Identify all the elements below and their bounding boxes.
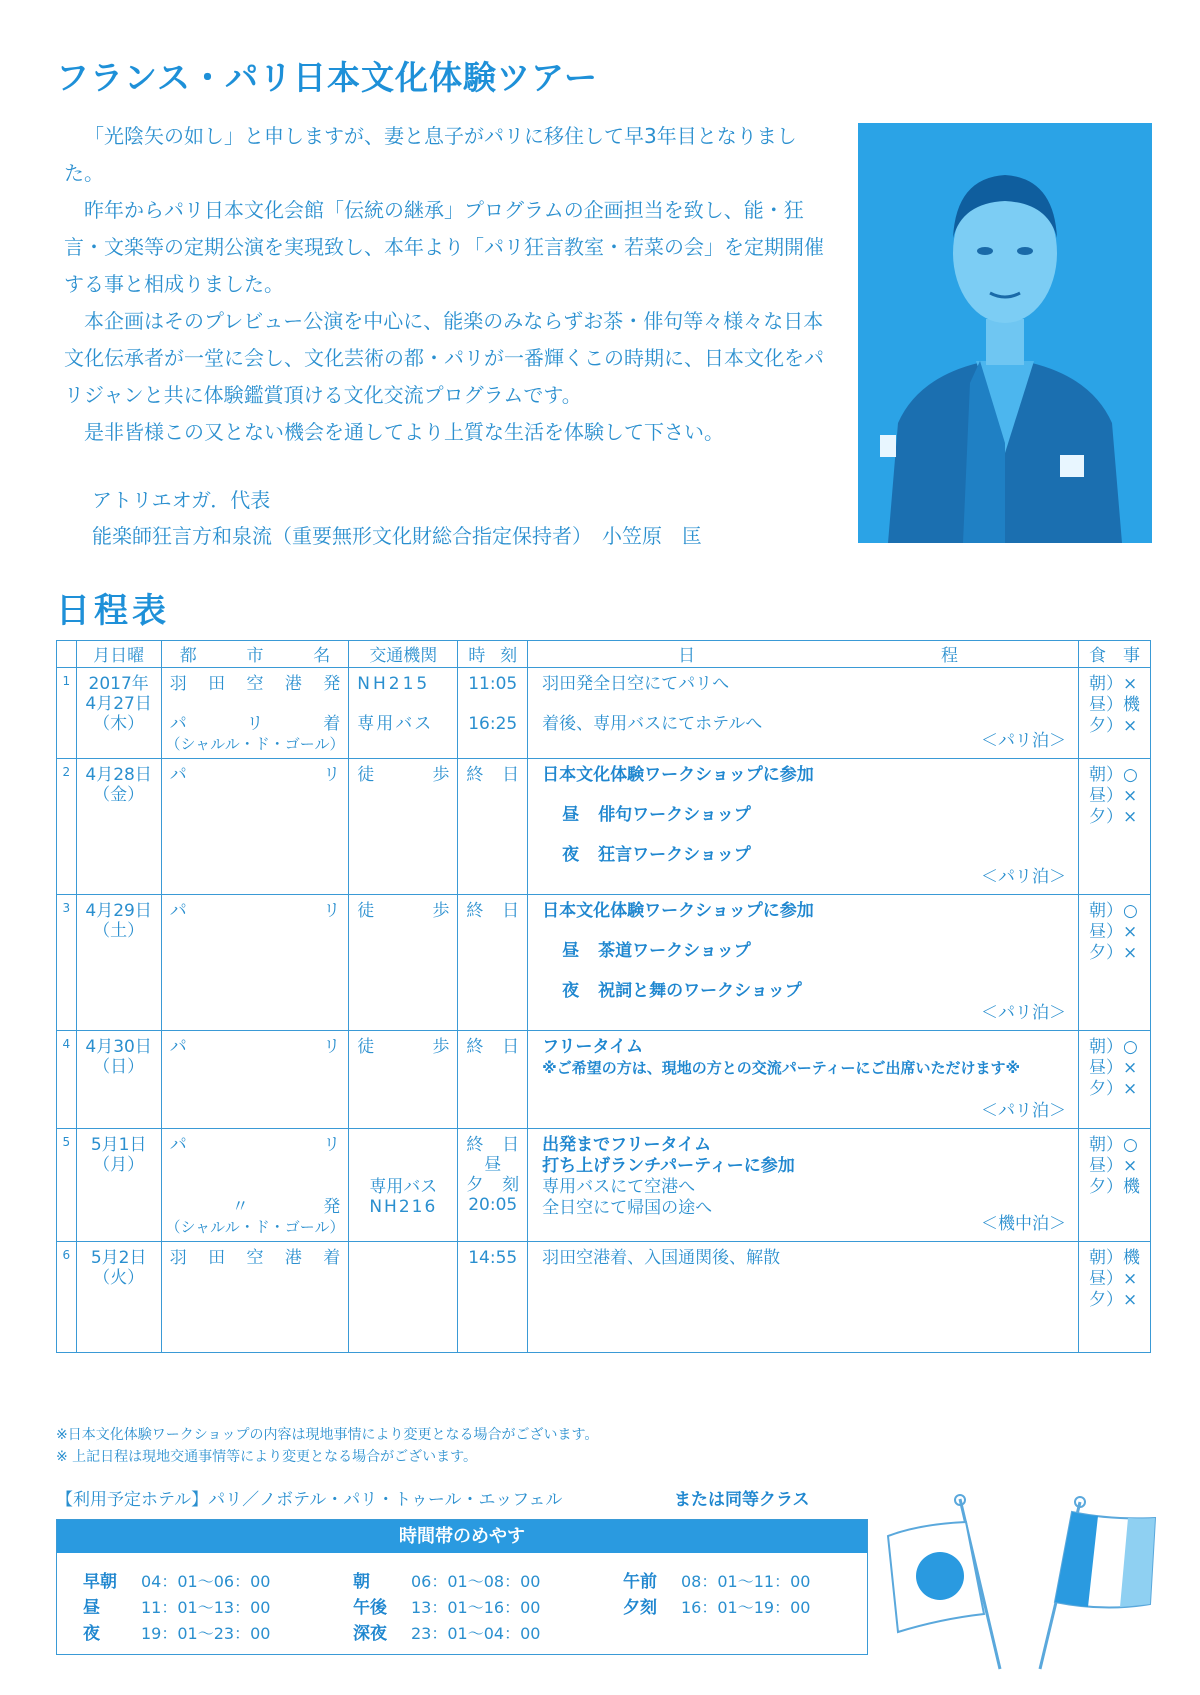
row-meal: 朝）○ 昼）× 夕）× bbox=[1078, 759, 1150, 895]
row-date: 2017年 4月27日 （木） bbox=[76, 668, 161, 759]
row-transport: NH215 専用バス bbox=[349, 668, 458, 759]
row-time: 終 日 bbox=[458, 895, 528, 1031]
time-item: 朝 06：01〜08：00 bbox=[353, 1572, 541, 1592]
table-header-row bbox=[57, 641, 1151, 668]
row-date: 5月2日 （火） bbox=[76, 1242, 161, 1353]
row-meal: 朝）機 昼）× 夕）× bbox=[1078, 1242, 1150, 1353]
row-date: 5月1日 （月） bbox=[76, 1129, 161, 1242]
time-item: 午前 08：01〜11：00 bbox=[623, 1572, 811, 1592]
row-schedule: 日本文化体験ワークショップに参加 昼 俳句ワークショップ 夜 狂言ワークショップ ＜パリ泊＞ bbox=[528, 759, 1079, 895]
stay-label: ＜機中泊＞ bbox=[980, 1214, 1066, 1234]
time-item: 夕刻 16：01〜19：00 bbox=[623, 1598, 811, 1618]
table-row bbox=[57, 1129, 1151, 1242]
time-guide bbox=[56, 1519, 868, 1655]
hotel-name: パリ／ノボテル・パリ・トゥール・エッフェル bbox=[208, 1490, 563, 1510]
stay-label: ＜パリ泊＞ bbox=[980, 731, 1066, 751]
header-time: 時 刻 bbox=[458, 641, 528, 668]
row-number: 4 bbox=[57, 1031, 77, 1129]
stay-label: ＜パリ泊＞ bbox=[980, 867, 1066, 887]
note: ※ 上記日程は現地交通事情等により変更となる場合がございます。 bbox=[56, 1449, 478, 1465]
row-schedule: フリータイム ※ご希望の方は、現地の方との交流パーティーにご出席いただけます※ ＜パリ泊＞ bbox=[528, 1031, 1079, 1129]
intro-paragraph: 本企画はそのプレビュー公演を中心に、能楽のみならずお茶・俳句等々様々な日本文化伝承者が一堂に会し、文化芸術の都・パリが一番輝くこの時期に、日本文化をパリジャンと共に体験鑑賞頂ける文化交流プログラムです。 bbox=[64, 309, 824, 407]
table-row bbox=[57, 759, 1151, 895]
row-date: 4月28日 （金） bbox=[76, 759, 161, 895]
time-item: 夜 19：01〜23：00 bbox=[83, 1624, 271, 1644]
portrait-illustration bbox=[858, 123, 1152, 543]
row-number: 2 bbox=[57, 759, 77, 895]
header-num bbox=[57, 641, 77, 668]
row-schedule: 羽田空港着、入国通関後、解散 bbox=[528, 1242, 1079, 1353]
row-schedule: 日本文化体験ワークショップに参加 昼 茶道ワークショップ 夜 祝詞と舞のワークショップ ＜パリ泊＞ bbox=[528, 895, 1079, 1031]
intro-paragraph: 是非皆様この又とない機会を通してより上質な生活を体験して下さい。 bbox=[84, 420, 724, 444]
row-city: パ リ 〃 発 （シャルル・ド・ゴール） bbox=[161, 1129, 349, 1242]
signature-name: 能楽師狂言方和泉流（重要無形文化財総合指定保持者） 小笠原 匡 bbox=[92, 524, 702, 548]
time-item: 昼 11：01〜13：00 bbox=[83, 1598, 271, 1618]
row-time: 終 日 bbox=[458, 759, 528, 895]
stay-label: ＜パリ泊＞ bbox=[980, 1101, 1066, 1121]
row-city: 羽 田 空 港 着 bbox=[161, 1242, 349, 1353]
row-number: 5 bbox=[57, 1129, 77, 1242]
flags-icon bbox=[880, 1494, 1160, 1674]
row-transport bbox=[349, 1242, 458, 1353]
notes bbox=[56, 1424, 598, 1468]
row-number: 3 bbox=[57, 895, 77, 1031]
row-date: 4月30日 （日） bbox=[76, 1031, 161, 1129]
table-row bbox=[57, 895, 1151, 1031]
row-date: 4月29日 （土） bbox=[76, 895, 161, 1031]
row-transport: 徒 歩 bbox=[349, 1031, 458, 1129]
row-time: 終 日 bbox=[458, 1031, 528, 1129]
flags-illustration bbox=[880, 1494, 1160, 1674]
row-time: 終 日 昼 夕 刻 20:05 bbox=[458, 1129, 528, 1242]
time-item: 早朝 04：01〜06：00 bbox=[83, 1572, 271, 1592]
row-time: 14:55 bbox=[458, 1242, 528, 1353]
portrait-photo bbox=[858, 123, 1152, 543]
time-item: 午後 13：01〜16：00 bbox=[353, 1598, 541, 1618]
row-transport: 専用バス NH216 bbox=[349, 1129, 458, 1242]
header-transport: 交通機関 bbox=[349, 641, 458, 668]
row-meal: 朝）× 昼）機 夕）× bbox=[1078, 668, 1150, 759]
row-meal: 朝）○ 昼）× 夕）× bbox=[1078, 1031, 1150, 1129]
row-transport: 徒 歩 bbox=[349, 759, 458, 895]
row-city: パ リ bbox=[161, 759, 349, 895]
hotel-equivalent: または同等クラス bbox=[674, 1490, 810, 1510]
row-city: パ リ bbox=[161, 895, 349, 1031]
intro-text bbox=[64, 118, 824, 451]
signature bbox=[92, 482, 702, 554]
header-city: 都 市 名 bbox=[161, 641, 349, 668]
intro-paragraph: 「光陰矢の如し」と申しますが、妻と息子がパリに移住して早3年目となりました。 bbox=[64, 124, 797, 185]
row-city: 羽 田 空 港 発 パ リ 着 （シャルル・ド・ゴール） bbox=[161, 668, 349, 759]
page-title: フランス・パリ日本文化体験ツアー bbox=[56, 58, 599, 97]
hotel-label: 【利用予定ホテル】 bbox=[56, 1490, 209, 1510]
header-date: 月日曜 bbox=[76, 641, 161, 668]
table-row bbox=[57, 668, 1151, 759]
time-guide-header: 時間帯のめやす bbox=[57, 1520, 867, 1553]
row-meal: 朝）○ 昼）× 夕）× bbox=[1078, 895, 1150, 1031]
time-item: 深夜 23：01〜04：00 bbox=[353, 1624, 541, 1644]
note: ※日本文化体験ワークショップの内容は現地事情により変更となる場合がございます。 bbox=[56, 1427, 599, 1443]
row-transport: 徒 歩 bbox=[349, 895, 458, 1031]
row-schedule: 出発までフリータイム 打ち上げランチパーティーに参加 専用バスにて空港へ 全日空にて帰国の途へ ＜機中泊＞ bbox=[528, 1129, 1079, 1242]
row-time: 11:05 16:25 bbox=[458, 668, 528, 759]
row-meal: 朝）○ 昼）× 夕）機 bbox=[1078, 1129, 1150, 1242]
intro-paragraph: 昨年からパリ日本文化会館「伝統の継承」プログラムの企画担当を致し、能・狂言・文楽等の定期公演を実現致し、本年より「パリ狂言教室・若菜の会」を定期開催する事と相成りました。 bbox=[64, 198, 824, 296]
table-row bbox=[57, 1242, 1151, 1353]
header-meal: 食 事 bbox=[1078, 641, 1150, 668]
table-row bbox=[57, 1031, 1151, 1129]
row-schedule: 羽田発全日空にてパリへ 着後、専用バスにてホテルへ ＜パリ泊＞ bbox=[528, 668, 1079, 759]
row-city: パ リ bbox=[161, 1031, 349, 1129]
signature-title: アトリエオガ．代表 bbox=[92, 488, 271, 512]
stay-label: ＜パリ泊＞ bbox=[980, 1003, 1066, 1023]
row-number: 6 bbox=[57, 1242, 77, 1353]
header-schedule: 日 程 bbox=[528, 641, 1079, 668]
row-number: 1 bbox=[57, 668, 77, 759]
schedule-table bbox=[56, 640, 1151, 1353]
schedule-title: 日程表 bbox=[56, 591, 170, 631]
hotel-info bbox=[56, 1485, 816, 1510]
